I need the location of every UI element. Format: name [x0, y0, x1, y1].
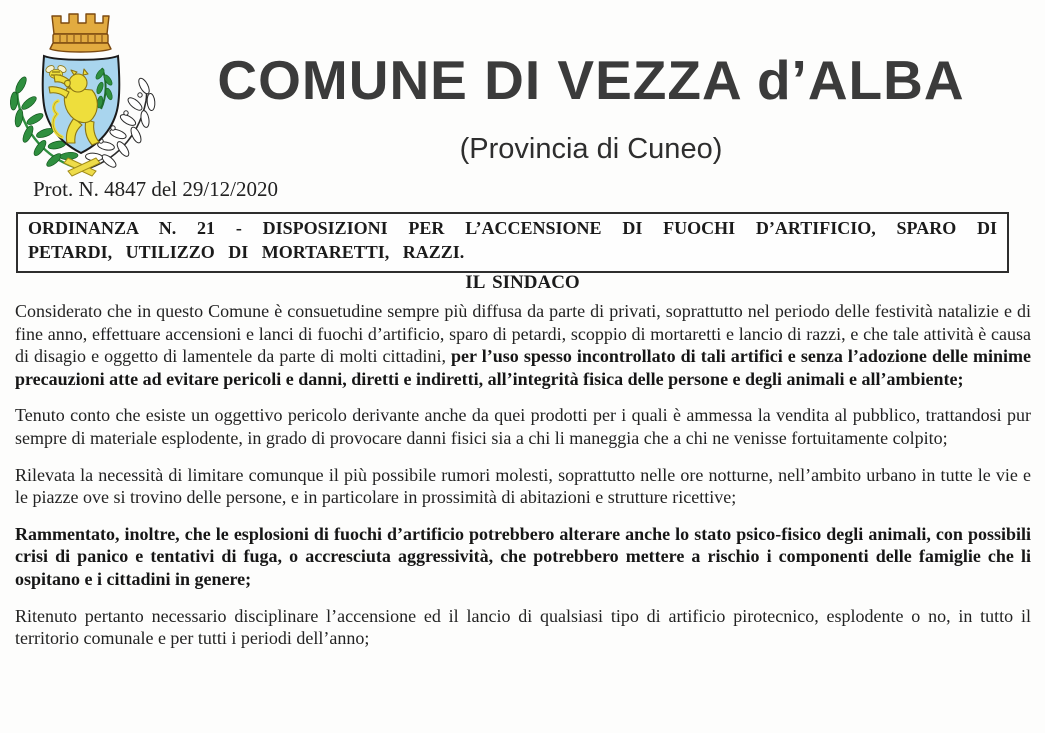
municipal-coat-of-arms — [4, 6, 162, 178]
ordinance-title: ORDINANZA N. 21 - DISPOSIZIONI PER L’ACCENSIONE DI FUOCHI D’ARTIFICIO, SPARO DI PETARDI, UTILIZZO DI MORTARETTI, RAZZI. — [28, 218, 997, 262]
issuer-heading: IL SINDACO — [465, 272, 580, 293]
document-header — [160, 49, 1022, 166]
coat-of-arms-graphic — [4, 6, 162, 178]
paragraph-considerato — [15, 300, 1031, 390]
paragraph-rilevata — [15, 464, 1031, 509]
paragraph-text: Considerato che in questo Comune è consuetudine sempre più diffusa da parte di privati, soprattutto nel periodo delle festività natalizie e di fine anno, effettuare accensioni e lanci di fuochi d’artificio, sparo di petardi, scoppio di mortaretti e lancio di razzi, e che tale attività è causa di disagio e oggetto di lamentele da parte di molti cittadini, — [15, 301, 1031, 367]
province-name: (Provincia di Cuneo) — [459, 132, 723, 165]
paragraph-rammentato — [15, 523, 1031, 591]
paragraph-text: Rilevata la necessità di limitare comunque il più possibile rumori molesti, soprattutto nelle ore notturne, nell’ambito urbano in tutte le vie e le piazze ove si trovino delle persone, e in particolare in prossimità di abitazioni e strutture ricettive; — [15, 464, 1031, 508]
paragraph-text: Ritenuto pertanto necessario disciplinare l’accensione ed il lancio di qualsiasi tipo di artificio pirotecnico, esplodente o no, in tutto il territorio comunale e per tutti i periodi dell’anno; — [15, 605, 1031, 649]
mural-crown-icon — [50, 14, 111, 52]
protocol-number-line: Prot. N. 4847 del 29/12/2020 — [33, 177, 278, 201]
paragraph-bold-text: per l’uso spesso incontrollato di tali artifici e senza l’adozione delle minime precauzioni atte ad evitare pericoli e danni, diretti e indiretti, all’integrità fisica delle persone e degli animali e all’ambiente; — [15, 346, 1031, 389]
ordinance-title-box — [16, 212, 1009, 273]
document-body — [15, 300, 1031, 664]
paragraph-tenuto-conto — [15, 404, 1031, 449]
municipality-name: COMUNE DI VEZZA d’ALBA — [217, 49, 965, 111]
paragraph-text: Tenuto conto che esiste un oggettivo pericolo derivante anche da quei prodotti per i quali è ammessa la vendita al pubblico, trattandosi pur sempre di materiale esplodente, in grado di provocare danni fisici sia a chi li maneggia che a chi ne venisse fortuitamente colpito; — [15, 405, 1031, 448]
paragraph-ritenuto — [15, 605, 1031, 650]
paragraph-bold-text: Rammentato, inoltre, che le esplosioni di fuochi d’artificio potrebbero alterare anche lo stato psico-fisico degli animali, con possibili crisi di panico e tentativi di fuga, o accresciuta aggressività, che potrebbero mettere a rischio i componenti delle famiglie che li ospitano e i cittadini in genere; — [15, 523, 1031, 589]
